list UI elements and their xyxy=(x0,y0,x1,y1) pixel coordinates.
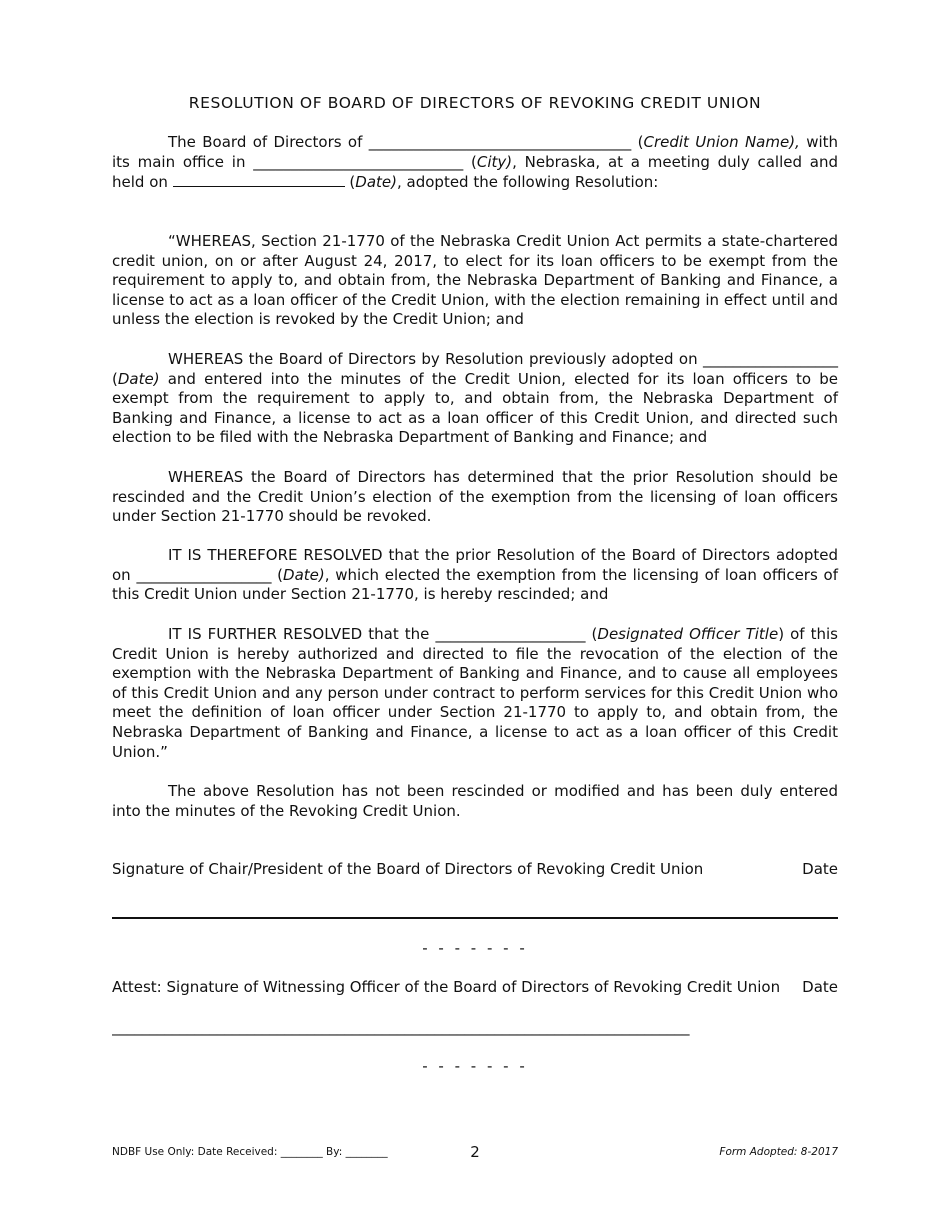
intro-text: The Board of Directors of xyxy=(168,133,369,151)
date-hint: Date) xyxy=(355,173,397,192)
resolved-text-2a: IT IS FURTHER RESOLVED that the xyxy=(168,625,436,643)
date-hint-3: Date) xyxy=(283,565,325,584)
intro-paragraph: The Board of Directors of ___________________________________ (Credit Union Name), with its main office in ____________________________ (City), Nebraska, at a meeting duly called and held on (Date), adopted the following Resolution: xyxy=(112,133,839,192)
credit-union-name-hint: Credit Union Name), xyxy=(643,133,800,151)
resolved-text-2b: of this Credit Union is hereby authorized and directed to file the revocation of the election of the exemption with the Nebraska Department of Banking and Finance, and to cause all employees of this Credit Union and any person under contract to perform services for this Credit Union who meet the definition of loan officer under Section 21-1770 to apply to, and obtain from, the Nebraska Department of Banking and Finance, a license to act as a loan officer of this Credit Union.” xyxy=(112,625,838,761)
closing-paragraph xyxy=(112,782,838,821)
whereas-paragraph-2: WHEREAS the Board of Directors by Resolution previously adopted on __________________ (Date) and entered into the minutes of the Credit Union, elected for its loan officers to be exempt from the requirement to apply to, and obtain from, the Nebraska Department of Banking and Finance, a license to act as a loan officer of this Credit Union, and directed such election to be filed with the Nebraska Department of Banking and Finance; and xyxy=(112,350,838,447)
credit-union-name-blank[interactable]: ___________________________________ xyxy=(368,133,632,151)
intro-text-2: with its main office in xyxy=(112,133,839,171)
whereas-text-2b: and entered into the minutes of the Credit Union, elected for its loan officers to be exempt from the requirement to apply to, and obtain from, the Nebraska Department of Banking and Finance, a license to act as a loan officer of this Credit Union, and directed such election to be filed with the Nebraska Department of Banking and Finance; and xyxy=(112,369,838,447)
separator-2: - - - - - - - xyxy=(422,1057,528,1075)
whereas-text-2a: WHEREAS the Board of Directors by Resolution previously adopted on xyxy=(168,350,703,368)
officer-title-blank[interactable]: ____________________ xyxy=(435,625,586,643)
meeting-date-line[interactable] xyxy=(173,172,345,187)
date-hint-2: Date) xyxy=(117,369,160,388)
intro-text-3: , Nebraska, at a meeting duly called and held on xyxy=(112,152,838,192)
intro-text-4: , adopted the following Resolution: xyxy=(397,173,659,192)
whereas-paragraph-1 xyxy=(112,232,838,330)
footer-form-adopted: Form Adopted: 8-2017 xyxy=(719,1146,838,1158)
chair-signature-label: Signature of Chair/President of the Board of Directors of Revoking Credit Union xyxy=(112,860,704,878)
resolved-paragraph-2: IT IS FURTHER RESOLVED that the ____________________ (Designated Officer Title) of this Credit Union is hereby authorized and directed to file the revocation of the election of the exemption with the Nebraska Department of Banking and Finance, and to cause all employees of this Credit Union and any person under contract to perform services for this Credit Union who meet the definition of loan officer under Section 21-1770 to apply to, and obtain from, the Nebraska Department of Banking and Finance, a license to act as a loan officer of this Credit Union.” xyxy=(112,625,838,761)
city-blank[interactable]: ____________________________ xyxy=(253,152,464,171)
resolved-paragraph-1: IT IS THEREFORE RESOLVED that the prior Resolution of the Board of Directors adopted on __________________ (Date), which elected the exemption from the licensing of loan officers of this Credit Union under Section 21-1770, is hereby rescinded; and xyxy=(112,546,838,604)
chair-signature-line[interactable] xyxy=(112,917,838,919)
chair-signature-row xyxy=(112,860,838,878)
whereas-paragraph-3 xyxy=(112,468,838,527)
whereas-text-1: “WHEREAS, Section 21-1770 of the Nebraska Credit Union Act permits a state-chartered credit union, on or after August 24, 2017, to elect for its loan officers to be exempt from the requirement to apply to, and obtain from, the Nebraska Department of Banking and Finance, a license to act as a loan officer of the Credit Union, with the election remaining in effect until and unless the election is revoked by the Credit Union; and xyxy=(112,232,838,329)
attest-signature-row xyxy=(112,978,838,996)
city-hint: City) xyxy=(476,152,513,171)
chair-signature-date-label: Date xyxy=(802,860,838,878)
adopted-date-blank[interactable]: __________________ xyxy=(136,565,272,584)
separator-1: - - - - - - - xyxy=(422,939,528,957)
page-number: 2 xyxy=(470,1143,480,1161)
officer-title-hint: Designated Officer Title xyxy=(597,625,779,643)
footer-ndbf-use: NDBF Use Only: Date Received: ________ By: ________ xyxy=(112,1146,388,1158)
prior-resolution-date-blank[interactable]: __________________ xyxy=(703,350,838,368)
closing-text: The above Resolution has not been rescinded or modified and has been duly entered into the minutes of the Revoking Credit Union. xyxy=(112,782,838,820)
whereas-text-3: WHEREAS the Board of Directors has determined that the prior Resolution should be rescinded and the Credit Union’s election of the exemption from the licensing of loan officers under Section 21-1770 should be revoked. xyxy=(112,468,838,526)
page-title: RESOLUTION OF BOARD OF DIRECTORS OF REVOKING CREDIT UNION xyxy=(188,94,762,112)
attest-signature-label: Attest: Signature of Witnessing Officer of the Board of Directors of Revoking Credit Union xyxy=(112,978,781,996)
resolved-text-1b: , which elected the exemption from the licensing of loan officers of this Credit Union under Section 21-1770, is hereby rescinded; and xyxy=(112,565,838,604)
attest-signature-line[interactable]: _____________________________________________________________________________ xyxy=(112,1018,690,1036)
attest-signature-date-label: Date xyxy=(802,978,838,996)
resolved-text-1a: IT IS THEREFORE RESOLVED that the prior Resolution of the Board of Directors adopted on xyxy=(112,546,838,584)
